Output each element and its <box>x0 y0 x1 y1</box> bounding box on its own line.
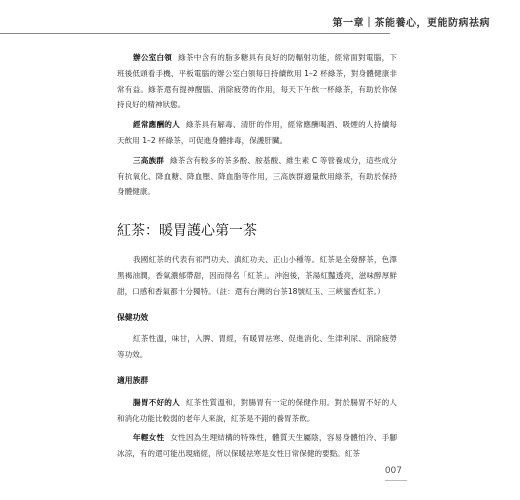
label-three-highs: 三高族群 <box>133 155 164 165</box>
section-title: 紅茶：暖胃護心第一茶 <box>117 223 257 240</box>
page-number-rule <box>385 480 407 481</box>
text-three-highs: 綠茶含有較多的茶多酚、胺基酸、維生素 C 等營養成分，這些成分有抗氧化、降血糖、降血壓、降血脂等作用，三高族群適量飲用綠茶，有助於保持身體健康。 <box>117 155 397 197</box>
page-number: 007 <box>384 466 402 476</box>
intro-paragraph-socializers <box>117 117 397 149</box>
page-body <box>117 50 397 466</box>
text-office-workers: 綠茶中含有的脂多糖具有良好的防輻射功能，經常面對電腦，下班後低頭看手機、平板電腦的辦公室白領每日持續飲用 1–2 杯綠茶，對身體健康非常有益。綠茶還有提神醒腦、消除疲勞的作用，每天下午飲一杯綠茶，有助於你保持良好的精神狀態。 <box>117 53 398 110</box>
text-socializers: 綠茶具有解毒、清肝的作用，經常應酬喝酒、吸煙的人持續每天飲用 1–2 杯綠茶，可促進身體排毒，保護肝臟。 <box>117 120 397 145</box>
intro-paragraph-office <box>117 50 397 113</box>
label-socializers: 經常應酬的人 <box>133 120 180 130</box>
efficacy-text: 紅茶性溫，味甘，入脾、胃經，有暖胃祛寒、促進消化、生津利尿、消除疲勞等功效。 <box>117 334 397 360</box>
label-office-workers: 辦公室白領 <box>133 53 173 62</box>
label-weak-stomach: 腸胃不好的人 <box>133 397 180 407</box>
running-header: 第一章｜茶能養心，更能防病祛病 <box>332 18 490 29</box>
text-young-women: 女性因為生理結構的特殊性，體質天生屬陰，容易身體怕冷、手腳冰涼，有的還可能出現痛經，所以保暖祛寒是女性日常保健的要點。紅茶 <box>117 433 398 459</box>
section-intro: 我國紅茶的代表有祁門功夫、滇紅功夫、正山小種等。紅茶是全發酵茶，色澤黑褐油潤，香氣濃郁帶甜，因而得名「紅茶」。沖泡後，茶湯紅豔透亮，滋味醇厚鮮甜，口感和香氣都十分獨特。（註：還有台灣的台茶18號紅玉、三峽蜜香紅茶。） <box>117 255 397 296</box>
text-weak-stomach: 紅茶性質溫和，對腸胃有一定的保健作用。對於腸胃不好的人和消化功能比較弱的老年人來說，紅茶是不錯的養胃茶飲。 <box>117 397 397 423</box>
intro-paragraph-three-highs <box>117 153 397 200</box>
header-rule <box>0 33 390 34</box>
audience-paragraph-stomach <box>117 395 397 427</box>
label-young-women: 年輕女性 <box>133 433 165 443</box>
audience-paragraph-women <box>117 430 397 462</box>
efficacy-heading: 保健功效 <box>117 312 149 322</box>
audience-heading: 適用族群 <box>117 375 149 385</box>
